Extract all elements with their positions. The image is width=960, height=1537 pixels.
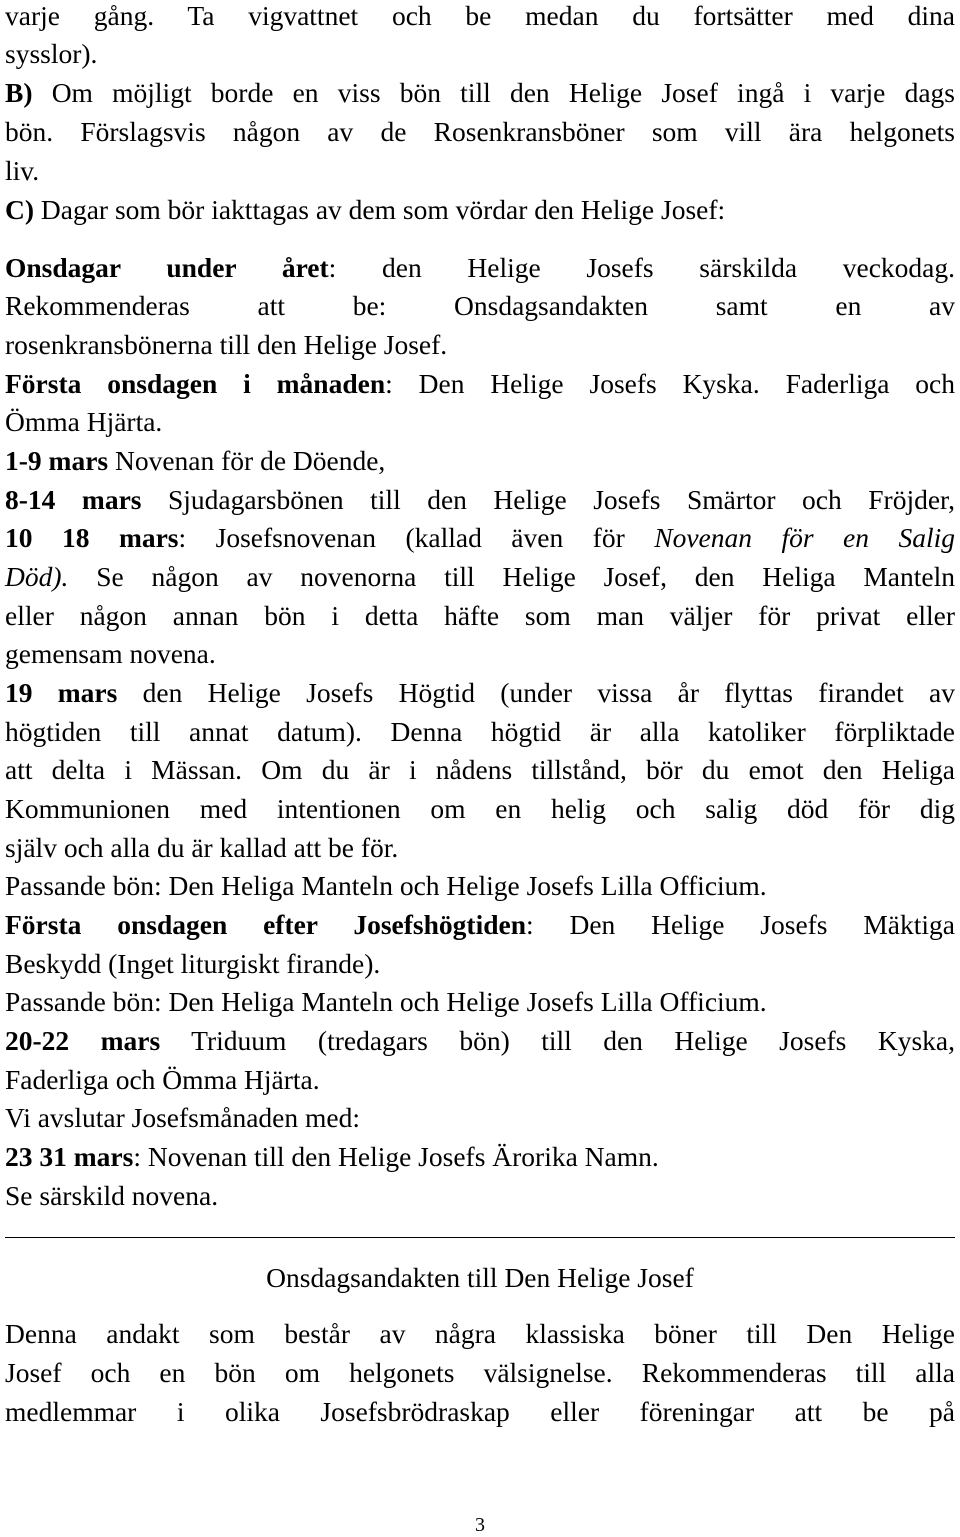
text-segment: Sjudagarsbönen till den Helige Josefs Smärtor och Fröjder, xyxy=(141,484,955,515)
text-line xyxy=(5,600,955,632)
text-segment: högtiden till annat datum). Denna högtid är alla katoliker förpliktade xyxy=(5,716,955,747)
text-segment: själv och alla du är kallad att be för. xyxy=(5,832,399,863)
date-label: 8-14 mars xyxy=(5,484,142,515)
date-label: Första onsdagen efter Josefshögtiden xyxy=(5,909,527,940)
text-segment: : Novenan till den Helige Josefs Ärorika Namn. xyxy=(133,1141,659,1172)
text-segment: sysslor). xyxy=(5,38,98,69)
text-line xyxy=(5,445,955,477)
text-segment: att delta i Mässan. Om du är i nådens tillstånd, bör du emot den Heliga xyxy=(5,754,955,785)
text-segment: Josef och en bön om helgonets välsignelse. Rekommenderas till alla xyxy=(5,1357,955,1388)
text-line xyxy=(5,368,955,400)
text-segment: Triduum (tredagars bön) till den Helige Josefs Kyska, xyxy=(160,1025,955,1056)
item-label: B) xyxy=(5,77,33,108)
text-segment: Dagar som bör iakttagas av dem som vördar den Helige Josef: xyxy=(34,194,726,225)
text-line xyxy=(5,0,955,32)
text-line xyxy=(5,1318,955,1350)
text-segment: rosenkransbönerna till den Helige Josef. xyxy=(5,329,448,360)
date-label: 19 mars xyxy=(5,677,118,708)
text-line xyxy=(5,38,955,70)
text-segment: Rekommenderas att be: Onsdagsandakten samt en av xyxy=(5,290,955,321)
text-segment: Se någon av novenorna till Helige Josef, den Heliga Manteln xyxy=(68,561,955,592)
date-label: 1-9 mars xyxy=(5,445,109,476)
date-label: 10 18 mars xyxy=(5,522,179,553)
date-label: Första onsdagen i månaden xyxy=(5,368,386,399)
text-line xyxy=(5,290,955,322)
text-segment: Passande bön: Den Heliga Manteln och Helige Josefs Lilla Officium. xyxy=(5,870,767,901)
text-line xyxy=(5,252,955,284)
text-segment: Denna andakt som består av några klassiska böner till Den Helige xyxy=(5,1318,955,1349)
text-segment: Vi avslutar Josefsmånaden med: xyxy=(5,1102,360,1133)
text-line xyxy=(5,1180,955,1212)
item-label: C) xyxy=(5,194,35,225)
text-line xyxy=(5,155,955,187)
text-line xyxy=(5,716,955,748)
text-segment: bön. Förslagsvis någon av de Rosenkransböner som vill ära helgonets xyxy=(5,116,955,147)
text-line xyxy=(5,986,955,1018)
text-segment: Om möjligt borde en viss bön till den Helige Josef ingå i varje dags xyxy=(32,77,955,108)
text-segment: medlemmar i olika Josefsbrödraskap eller föreningar att be på xyxy=(5,1396,955,1427)
text-line xyxy=(5,484,955,516)
text-segment: Faderliga och Ömma Hjärta. xyxy=(5,1064,320,1095)
text-line xyxy=(5,948,955,980)
italic-title: Död xyxy=(5,561,53,592)
text-segment: den Helige Josefs Högtid (under vissa år flyttas firandet av xyxy=(117,677,955,708)
text-line xyxy=(5,677,955,709)
text-segment: Beskydd (Inget liturgiskt firande). xyxy=(5,948,381,979)
text-segment: gemensam novena. xyxy=(5,638,216,669)
text-segment: eller någon annan bön i detta häfte som man väljer för privat eller xyxy=(5,600,955,631)
text-line xyxy=(5,754,955,786)
text-segment: Novenan för de Döende, xyxy=(108,445,386,476)
text-segment: : Josefsnovenan (kallad även för xyxy=(178,522,655,553)
text-line xyxy=(5,116,955,148)
text-line xyxy=(5,793,955,825)
text-segment: : Den Helige Josefs Mäktiga xyxy=(526,909,955,940)
text-segment: Passande bön: Den Heliga Manteln och Helige Josefs Lilla Officium. xyxy=(5,986,767,1017)
date-label: Onsdagar under året xyxy=(5,252,329,283)
text-line xyxy=(5,1025,955,1057)
text-line xyxy=(5,1357,955,1389)
text-segment: varje gång. Ta vigvattnet och be medan du fortsätter med dina xyxy=(5,0,955,31)
text-line xyxy=(5,406,955,438)
text-line xyxy=(5,522,955,554)
text-line xyxy=(5,638,955,670)
text-segment: : Den Helige Josefs Kyska. Faderliga och xyxy=(385,368,955,399)
text-line xyxy=(5,329,955,361)
italic-title: Novenan för en Salig xyxy=(654,522,955,553)
text-line xyxy=(5,1102,955,1134)
text-line xyxy=(5,561,955,593)
text-line xyxy=(5,1396,955,1428)
text-line xyxy=(5,870,955,902)
text-segment: liv. xyxy=(5,155,40,186)
horizontal-divider xyxy=(5,1237,955,1238)
text-segment: ). xyxy=(52,561,69,592)
text-line xyxy=(5,909,955,941)
text-segment: : den Helige Josefs särskilda veckodag. xyxy=(328,252,955,283)
text-line xyxy=(5,1064,955,1096)
text-segment: Se särskild novena. xyxy=(5,1180,219,1211)
text-line xyxy=(5,832,955,864)
text-segment: Ömma Hjärta. xyxy=(5,406,163,437)
date-label: 20-22 mars xyxy=(5,1025,161,1056)
text-line xyxy=(5,1141,955,1173)
text-segment: Kommunionen med intentionen om en helig och salig död för dig xyxy=(5,793,955,824)
text-line xyxy=(5,77,955,109)
section-heading: Onsdagsandakten till Den Helige Josef xyxy=(266,1262,694,1293)
page-number: 3 xyxy=(475,1514,485,1536)
date-label: 23 31 mars xyxy=(5,1141,134,1172)
text-line xyxy=(5,194,955,226)
